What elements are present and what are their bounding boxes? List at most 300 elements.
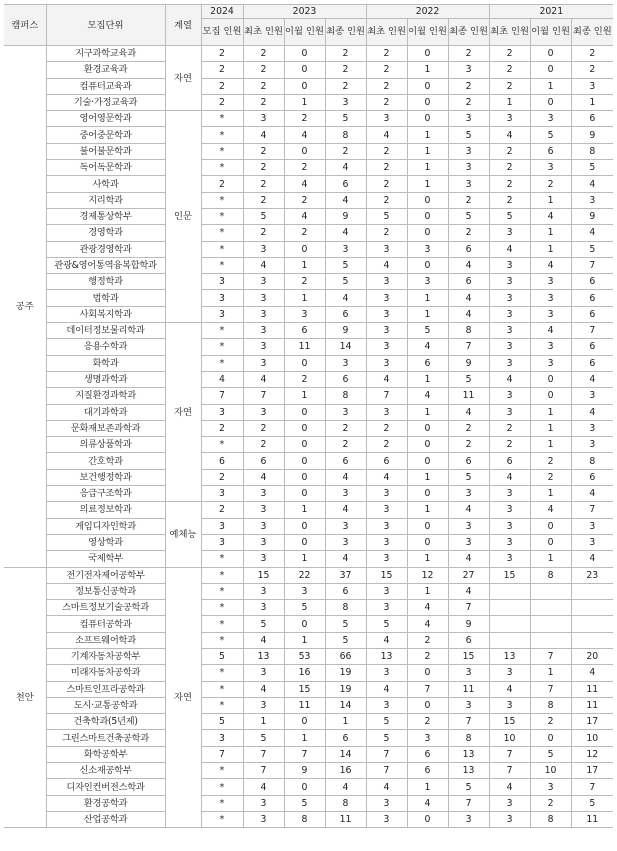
value-cell xyxy=(530,583,571,599)
value-cell: 8 xyxy=(530,697,571,713)
value-cell: 3 xyxy=(489,225,530,241)
value-cell: 4 xyxy=(366,779,407,795)
value-cell: 4 xyxy=(530,208,571,224)
value-cell: 1 xyxy=(530,437,571,453)
value-cell: 3 xyxy=(366,795,407,811)
table-row xyxy=(4,160,613,176)
value-cell: 3 xyxy=(366,665,407,681)
value-cell: 15 xyxy=(489,567,530,583)
table-row xyxy=(4,811,613,827)
value-cell: 3 xyxy=(325,534,366,550)
value-cell: * xyxy=(201,323,243,339)
value-cell: 6 xyxy=(201,453,243,469)
value-cell: 6 xyxy=(325,730,366,746)
value-cell: 5 xyxy=(325,632,366,648)
value-cell: 1 xyxy=(407,127,448,143)
value-cell: 9 xyxy=(448,355,489,371)
value-cell xyxy=(571,616,613,632)
value-cell: 4 xyxy=(448,502,489,518)
value-cell: 3 xyxy=(366,811,407,827)
table-row xyxy=(4,290,613,306)
value-cell: 2 xyxy=(407,632,448,648)
value-cell: 2 xyxy=(201,469,243,485)
value-cell: 4 xyxy=(407,795,448,811)
unit-cell: 미래자동차공학과 xyxy=(46,665,165,681)
value-cell: 5 xyxy=(325,616,366,632)
value-cell: 2 xyxy=(448,46,489,62)
value-cell: 8 xyxy=(530,567,571,583)
value-cell: 3 xyxy=(448,62,489,78)
value-cell: 3 xyxy=(243,111,284,127)
value-cell: 0 xyxy=(284,62,325,78)
table-row xyxy=(4,306,613,322)
value-cell: * xyxy=(201,811,243,827)
unit-cell: 환경교육과 xyxy=(46,62,165,78)
value-cell: 8 xyxy=(325,600,366,616)
table-row xyxy=(4,648,613,664)
value-cell: 4 xyxy=(243,779,284,795)
table-row xyxy=(4,567,613,583)
value-cell: 8 xyxy=(325,388,366,404)
value-cell: 1 xyxy=(407,502,448,518)
value-cell: 3 xyxy=(366,290,407,306)
table-row xyxy=(4,127,613,143)
value-cell: 15 xyxy=(284,681,325,697)
value-cell: 6 xyxy=(325,453,366,469)
value-cell: 1 xyxy=(284,388,325,404)
value-cell: 5 xyxy=(325,274,366,290)
value-cell: 2 xyxy=(489,78,530,94)
value-cell: 2 xyxy=(489,420,530,436)
unit-cell: 건축학과(5년제) xyxy=(46,714,165,730)
value-cell: 8 xyxy=(325,795,366,811)
value-cell: 0 xyxy=(407,78,448,94)
value-cell: 3 xyxy=(448,665,489,681)
value-cell: 1 xyxy=(530,225,571,241)
unit-cell: 응용수학과 xyxy=(46,339,165,355)
value-cell: 1 xyxy=(530,241,571,257)
value-cell: 3 xyxy=(530,355,571,371)
value-cell: 53 xyxy=(284,648,325,664)
value-cell: * xyxy=(201,257,243,273)
value-cell: 1 xyxy=(407,176,448,192)
value-cell: 6 xyxy=(243,453,284,469)
value-cell: 5 xyxy=(530,746,571,762)
value-cell: 1 xyxy=(407,404,448,420)
header-2023-transfer: 이월 인원 xyxy=(284,19,325,46)
value-cell: 4 xyxy=(489,371,530,387)
value-cell: 0 xyxy=(407,437,448,453)
value-cell: 6 xyxy=(325,583,366,599)
group-cell: 인문 xyxy=(165,111,201,323)
value-cell: * xyxy=(201,143,243,159)
value-cell: 9 xyxy=(448,616,489,632)
value-cell: 4 xyxy=(448,290,489,306)
value-cell: 3 xyxy=(489,257,530,273)
value-cell: 4 xyxy=(571,486,613,502)
value-cell: 3 xyxy=(448,811,489,827)
value-cell: 1 xyxy=(284,632,325,648)
value-cell: 3 xyxy=(489,111,530,127)
value-cell: 6 xyxy=(571,290,613,306)
header-group: 계열 xyxy=(165,5,201,46)
value-cell: 3 xyxy=(489,502,530,518)
table-row xyxy=(4,208,613,224)
value-cell: 2 xyxy=(530,469,571,485)
unit-cell: 지질환경과학과 xyxy=(46,388,165,404)
value-cell: 4 xyxy=(243,632,284,648)
value-cell xyxy=(489,600,530,616)
value-cell: 2 xyxy=(201,46,243,62)
value-cell: 4 xyxy=(325,160,366,176)
value-cell: 11 xyxy=(571,681,613,697)
value-cell: 9 xyxy=(325,323,366,339)
value-cell: 1 xyxy=(284,551,325,567)
value-cell: 14 xyxy=(325,339,366,355)
value-cell: 7 xyxy=(448,600,489,616)
value-cell: 4 xyxy=(448,306,489,322)
value-cell: 3 xyxy=(571,388,613,404)
value-cell: 0 xyxy=(407,518,448,534)
value-cell: 7 xyxy=(571,257,613,273)
value-cell: 2 xyxy=(407,714,448,730)
value-cell: 2 xyxy=(284,111,325,127)
value-cell: 0 xyxy=(284,143,325,159)
value-cell: 3 xyxy=(530,111,571,127)
value-cell: 3 xyxy=(448,518,489,534)
value-cell: 4 xyxy=(366,681,407,697)
value-cell: 4 xyxy=(284,208,325,224)
value-cell: 2 xyxy=(448,420,489,436)
unit-cell: 게임디자인학과 xyxy=(46,518,165,534)
value-cell: 2 xyxy=(284,192,325,208)
value-cell: 4 xyxy=(571,551,613,567)
unit-cell: 화학공학부 xyxy=(46,746,165,762)
value-cell: 14 xyxy=(325,746,366,762)
header-2022-transfer: 이월 인원 xyxy=(407,19,448,46)
table-row xyxy=(4,616,613,632)
value-cell: 4 xyxy=(407,339,448,355)
value-cell: 16 xyxy=(284,665,325,681)
value-cell: 17 xyxy=(571,714,613,730)
table-row xyxy=(4,241,613,257)
value-cell: 2 xyxy=(284,225,325,241)
value-cell: 0 xyxy=(284,714,325,730)
value-cell: 2 xyxy=(448,78,489,94)
value-cell: 1 xyxy=(407,469,448,485)
value-cell: 2 xyxy=(201,420,243,436)
value-cell: * xyxy=(201,665,243,681)
value-cell: 3 xyxy=(489,811,530,827)
value-cell: 4 xyxy=(571,371,613,387)
value-cell: 7 xyxy=(448,795,489,811)
value-cell: 2 xyxy=(201,94,243,110)
value-cell: 2 xyxy=(489,62,530,78)
value-cell: 6 xyxy=(571,274,613,290)
value-cell: 6 xyxy=(407,746,448,762)
value-cell: 15 xyxy=(243,567,284,583)
table-row xyxy=(4,469,613,485)
value-cell: 0 xyxy=(530,371,571,387)
value-cell: 7 xyxy=(201,746,243,762)
value-cell: 4 xyxy=(489,779,530,795)
value-cell: 3 xyxy=(448,143,489,159)
value-cell: 0 xyxy=(284,534,325,550)
value-cell xyxy=(489,616,530,632)
value-cell: 3 xyxy=(243,795,284,811)
table-row xyxy=(4,437,613,453)
value-cell: 0 xyxy=(407,94,448,110)
value-cell: 4 xyxy=(489,681,530,697)
table-row xyxy=(4,371,613,387)
value-cell: 3 xyxy=(201,486,243,502)
value-cell: 0 xyxy=(284,616,325,632)
value-cell: 17 xyxy=(571,763,613,779)
value-cell: 5 xyxy=(571,160,613,176)
value-cell: 3 xyxy=(366,306,407,322)
value-cell: 4 xyxy=(325,469,366,485)
value-cell: 2 xyxy=(325,62,366,78)
value-cell: 3 xyxy=(366,274,407,290)
header-2022-initial: 최초 인원 xyxy=(366,19,407,46)
value-cell: 3 xyxy=(284,306,325,322)
value-cell: 3 xyxy=(243,665,284,681)
value-cell: 2 xyxy=(489,160,530,176)
value-cell: 8 xyxy=(448,323,489,339)
value-cell: 3 xyxy=(530,274,571,290)
value-cell: 3 xyxy=(489,551,530,567)
value-cell: 3 xyxy=(243,583,284,599)
value-cell: 1 xyxy=(284,290,325,306)
header-2021-final: 최종 인원 xyxy=(571,19,613,46)
value-cell: 3 xyxy=(489,323,530,339)
value-cell: 3 xyxy=(448,534,489,550)
value-cell: 4 xyxy=(243,371,284,387)
value-cell: 3 xyxy=(325,518,366,534)
value-cell: 3 xyxy=(325,404,366,420)
unit-cell: 응급구조학과 xyxy=(46,486,165,502)
value-cell: 3 xyxy=(243,306,284,322)
value-cell: 2 xyxy=(243,225,284,241)
value-cell: 3 xyxy=(571,420,613,436)
value-cell: * xyxy=(201,339,243,355)
value-cell: 3 xyxy=(530,339,571,355)
unit-cell: 불어불문학과 xyxy=(46,143,165,159)
value-cell: 3 xyxy=(571,534,613,550)
value-cell: 0 xyxy=(530,388,571,404)
value-cell: 10 xyxy=(571,730,613,746)
value-cell: 2 xyxy=(366,62,407,78)
value-cell: 3 xyxy=(243,323,284,339)
table-row xyxy=(4,355,613,371)
table-row xyxy=(4,257,613,273)
unit-cell: 소프트웨어학과 xyxy=(46,632,165,648)
value-cell: 3 xyxy=(243,551,284,567)
value-cell: 7 xyxy=(284,746,325,762)
value-cell: 2 xyxy=(448,192,489,208)
table-row xyxy=(4,46,613,62)
value-cell: 2 xyxy=(530,176,571,192)
header-unit: 모집단위 xyxy=(46,5,165,46)
value-cell: 3 xyxy=(366,486,407,502)
value-cell: 0 xyxy=(530,534,571,550)
table-row xyxy=(4,763,613,779)
value-cell: 1 xyxy=(530,78,571,94)
value-cell: 1 xyxy=(530,192,571,208)
value-cell: * xyxy=(201,551,243,567)
value-cell: 4 xyxy=(407,600,448,616)
value-cell: 8 xyxy=(530,811,571,827)
value-cell: 5 xyxy=(243,616,284,632)
table-row xyxy=(4,323,613,339)
value-cell: 5 xyxy=(201,648,243,664)
value-cell: 2 xyxy=(489,192,530,208)
value-cell: 2 xyxy=(243,192,284,208)
value-cell: 9 xyxy=(571,208,613,224)
value-cell: 12 xyxy=(407,567,448,583)
table-row xyxy=(4,453,613,469)
value-cell: 15 xyxy=(366,567,407,583)
unit-cell: 스마트인프라공학과 xyxy=(46,681,165,697)
value-cell: 3 xyxy=(201,404,243,420)
unit-cell: 도시·교통공학과 xyxy=(46,697,165,713)
value-cell: 7 xyxy=(407,681,448,697)
header-year-2021: 2021 xyxy=(489,5,613,19)
value-cell: 3 xyxy=(489,795,530,811)
value-cell: 3 xyxy=(489,274,530,290)
value-cell: 2 xyxy=(448,225,489,241)
unit-cell: 의료정보학과 xyxy=(46,502,165,518)
value-cell: 4 xyxy=(325,779,366,795)
value-cell: 3 xyxy=(489,697,530,713)
value-cell: 4 xyxy=(530,323,571,339)
value-cell: 4 xyxy=(366,127,407,143)
value-cell: * xyxy=(201,437,243,453)
value-cell: 6 xyxy=(489,453,530,469)
value-cell: 3 xyxy=(530,160,571,176)
value-cell: 3 xyxy=(366,323,407,339)
value-cell: 3 xyxy=(243,355,284,371)
value-cell: * xyxy=(201,208,243,224)
value-cell: 7 xyxy=(243,746,284,762)
value-cell: 2 xyxy=(243,160,284,176)
value-cell: 3 xyxy=(243,274,284,290)
value-cell: 3 xyxy=(489,486,530,502)
value-cell xyxy=(530,616,571,632)
value-cell: 11 xyxy=(571,697,613,713)
value-cell: 2 xyxy=(530,795,571,811)
table-row xyxy=(4,388,613,404)
table-header xyxy=(4,5,613,46)
value-cell: 3 xyxy=(489,388,530,404)
table-row xyxy=(4,274,613,290)
table-row xyxy=(4,697,613,713)
value-cell: 2 xyxy=(243,46,284,62)
value-cell: 2 xyxy=(243,62,284,78)
value-cell: 2 xyxy=(407,648,448,664)
unit-cell: 데이터정보물리학과 xyxy=(46,323,165,339)
table-row xyxy=(4,583,613,599)
table-row xyxy=(4,111,613,127)
value-cell: 8 xyxy=(284,811,325,827)
value-cell: 6 xyxy=(366,453,407,469)
table-row xyxy=(4,225,613,241)
value-cell: 6 xyxy=(571,111,613,127)
value-cell: * xyxy=(201,616,243,632)
value-cell: 14 xyxy=(325,697,366,713)
value-cell: 5 xyxy=(325,111,366,127)
value-cell: 4 xyxy=(284,176,325,192)
value-cell: 3 xyxy=(201,730,243,746)
value-cell: 13 xyxy=(448,746,489,762)
value-cell: 2 xyxy=(366,94,407,110)
value-cell: 5 xyxy=(243,730,284,746)
value-cell: 3 xyxy=(201,306,243,322)
value-cell: 3 xyxy=(325,94,366,110)
value-cell: 3 xyxy=(366,502,407,518)
value-cell: * xyxy=(201,697,243,713)
value-cell: 0 xyxy=(407,257,448,273)
value-cell: 1 xyxy=(284,257,325,273)
value-cell: 2 xyxy=(366,78,407,94)
value-cell: 0 xyxy=(284,779,325,795)
value-cell: 3 xyxy=(243,404,284,420)
value-cell: 7 xyxy=(448,714,489,730)
table-row xyxy=(4,404,613,420)
value-cell: 3 xyxy=(366,600,407,616)
value-cell: 6 xyxy=(448,632,489,648)
value-cell: 4 xyxy=(530,257,571,273)
value-cell: 0 xyxy=(530,730,571,746)
value-cell: 2 xyxy=(366,437,407,453)
value-cell: 0 xyxy=(530,46,571,62)
unit-cell: 행정학과 xyxy=(46,274,165,290)
value-cell: 4 xyxy=(325,502,366,518)
value-cell: 0 xyxy=(407,697,448,713)
campus-cell: 공주 xyxy=(4,46,46,568)
value-cell: 0 xyxy=(284,518,325,534)
value-cell: 2 xyxy=(201,62,243,78)
value-cell: 5 xyxy=(325,257,366,273)
value-cell: 2 xyxy=(366,143,407,159)
value-cell: 5 xyxy=(571,241,613,257)
value-cell: 3 xyxy=(448,111,489,127)
value-cell: 2 xyxy=(489,46,530,62)
unit-cell: 경영학과 xyxy=(46,225,165,241)
table-row xyxy=(4,420,613,436)
value-cell: 7 xyxy=(448,339,489,355)
value-cell: 1 xyxy=(284,502,325,518)
value-cell: 2 xyxy=(571,46,613,62)
value-cell: 11 xyxy=(284,697,325,713)
value-cell: 4 xyxy=(571,176,613,192)
value-cell: 2 xyxy=(243,420,284,436)
value-cell: 3 xyxy=(489,306,530,322)
value-cell: 13 xyxy=(489,648,530,664)
value-cell: 6 xyxy=(571,355,613,371)
value-cell: 0 xyxy=(284,420,325,436)
value-cell: 5 xyxy=(448,469,489,485)
value-cell: 3 xyxy=(571,192,613,208)
value-cell: 8 xyxy=(448,730,489,746)
value-cell: 3 xyxy=(489,290,530,306)
table-row xyxy=(4,143,613,159)
value-cell: 7 xyxy=(571,323,613,339)
unit-cell: 영상학과 xyxy=(46,534,165,550)
unit-cell: 사회복지학과 xyxy=(46,306,165,322)
value-cell: * xyxy=(201,192,243,208)
value-cell: 2 xyxy=(201,176,243,192)
